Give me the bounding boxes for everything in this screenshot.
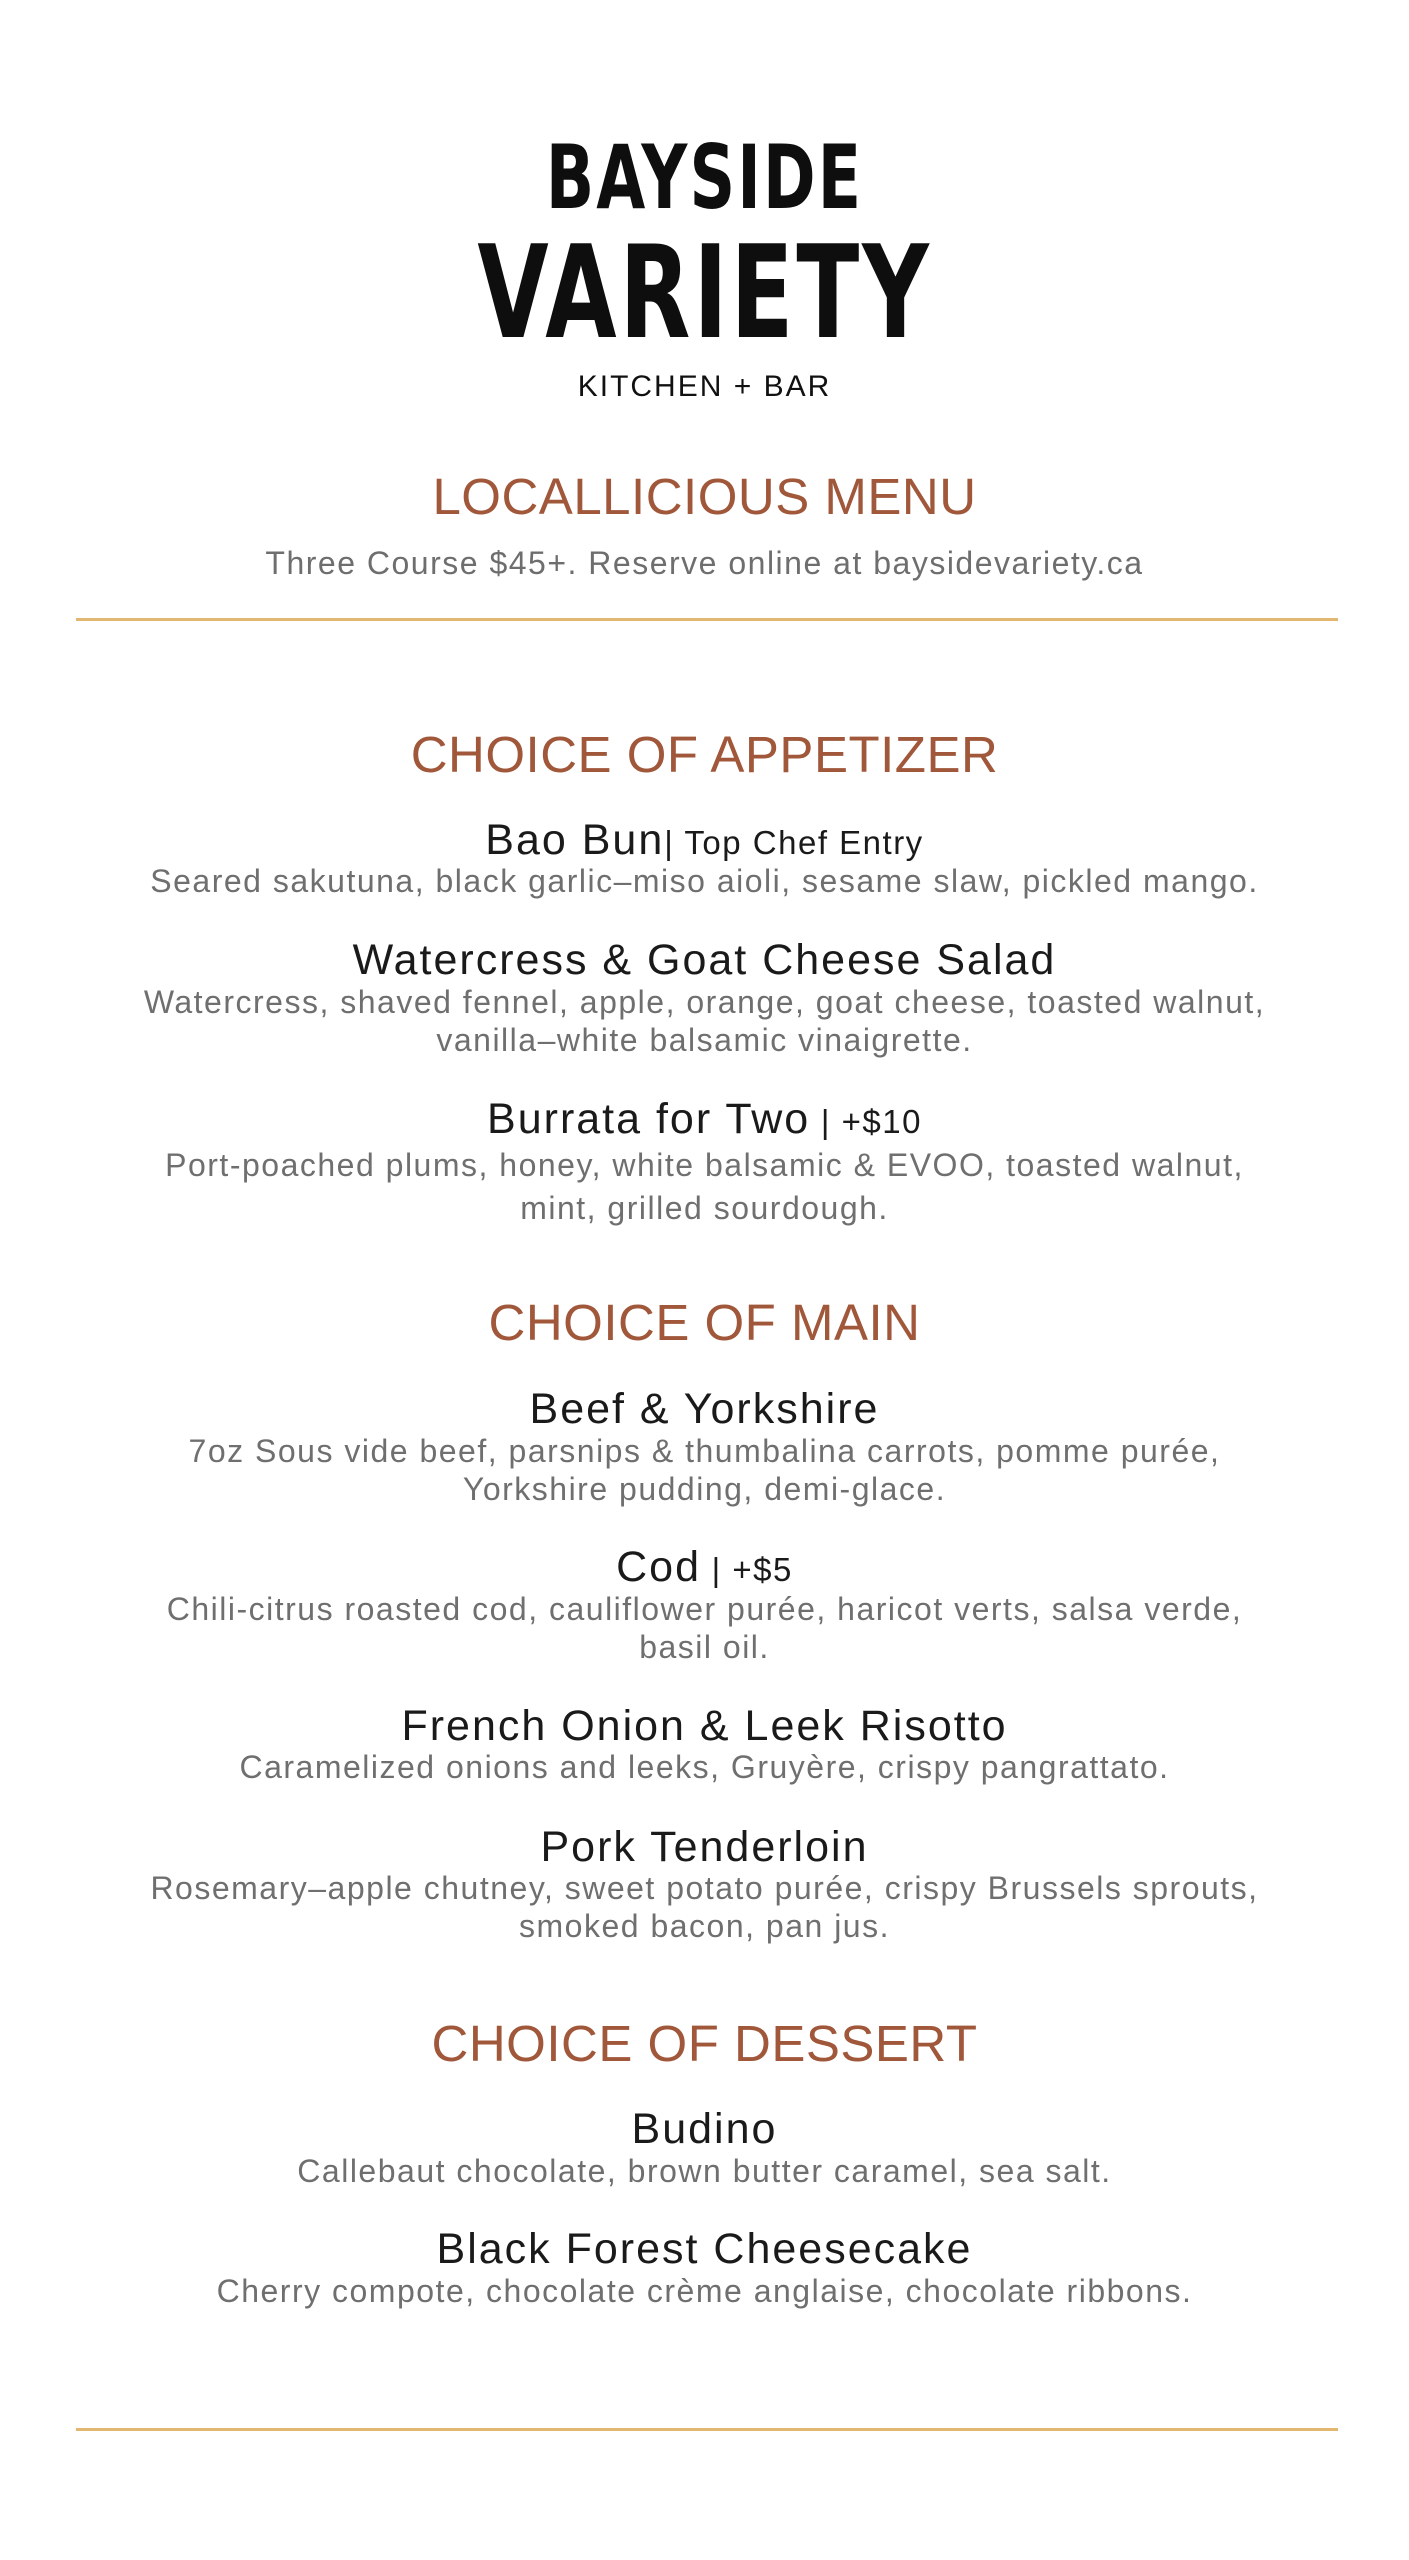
main-description: Rosemary–apple chutney, sweet potato purée, crispy Brussels sprouts,	[150, 1870, 1259, 1906]
brand-line-kitchen-bar: KITCHEN + BAR	[577, 370, 832, 403]
main-description: Yorkshire pudding, demi-glace.	[462, 1471, 947, 1507]
appetizer-title	[0, 1094, 1409, 1147]
item-note: | Top Chef Entry	[664, 824, 924, 861]
appetizer-description: Watercress, shaved fennel, apple, orange, goat cheese, toasted walnut,	[143, 984, 1266, 1020]
item-name: Bao Bun	[485, 816, 665, 864]
main-title: French Onion & Leek Risotto	[401, 1702, 1008, 1750]
main-title	[0, 1542, 1409, 1595]
appetizer-description: Port-poached plums, honey, white balsamic & EVOO, toasted walnut,	[165, 1147, 1244, 1183]
dessert-title: Black Forest Cheesecake	[436, 2225, 973, 2273]
appetizer-title	[0, 815, 1409, 868]
item-name: Cod	[616, 1543, 701, 1591]
brand-line-bayside: BAYSIDE	[545, 126, 864, 229]
brand-line-variety: VARIETY	[477, 219, 932, 368]
main-heading: CHOICE OF MAIN	[488, 1294, 921, 1351]
appetizer-description: Seared sakutuna, black garlic–miso aioli, sesame slaw, pickled mango.	[150, 863, 1259, 899]
appetizer-title: Watercress & Goat Cheese Salad	[352, 936, 1057, 984]
bottom-divider	[76, 2428, 1338, 2431]
main-title: Pork Tenderloin	[540, 1823, 869, 1871]
main-description: Chili-citrus roasted cod, cauliflower purée, haricot verts, salsa verde,	[166, 1591, 1243, 1627]
item-note: | +$5	[701, 1551, 793, 1588]
item-note: | +$10	[810, 1103, 922, 1140]
item-name: Burrata for Two	[487, 1095, 811, 1143]
main-description: Caramelized onions and leeks, Gruyère, crispy pangrattato.	[239, 1749, 1170, 1785]
appetizer-heading: CHOICE OF APPETIZER	[410, 726, 999, 783]
dessert-title: Budino	[631, 2105, 778, 2153]
appetizer-description: vanilla–white balsamic vinaigrette.	[436, 1022, 973, 1058]
main-title: Beef & Yorkshire	[529, 1385, 880, 1433]
menu-tagline: Three Course $45+. Reserve online at baysidevariety.ca	[265, 545, 1144, 581]
top-divider	[76, 618, 1338, 621]
appetizer-description: mint, grilled sourdough.	[520, 1190, 889, 1226]
dessert-heading: CHOICE OF DESSERT	[431, 2015, 978, 2072]
dessert-description: Cherry compote, chocolate crème anglaise, chocolate ribbons.	[216, 2273, 1193, 2309]
main-description: basil oil.	[639, 1629, 770, 1665]
menu-title: LOCALLICIOUS MENU	[432, 468, 977, 525]
main-description: 7oz Sous vide beef, parsnips & thumbalina carrots, pomme purée,	[188, 1433, 1221, 1469]
main-description: smoked bacon, pan jus.	[519, 1908, 890, 1944]
dessert-description: Callebaut chocolate, brown butter caramel, sea salt.	[297, 2153, 1112, 2189]
